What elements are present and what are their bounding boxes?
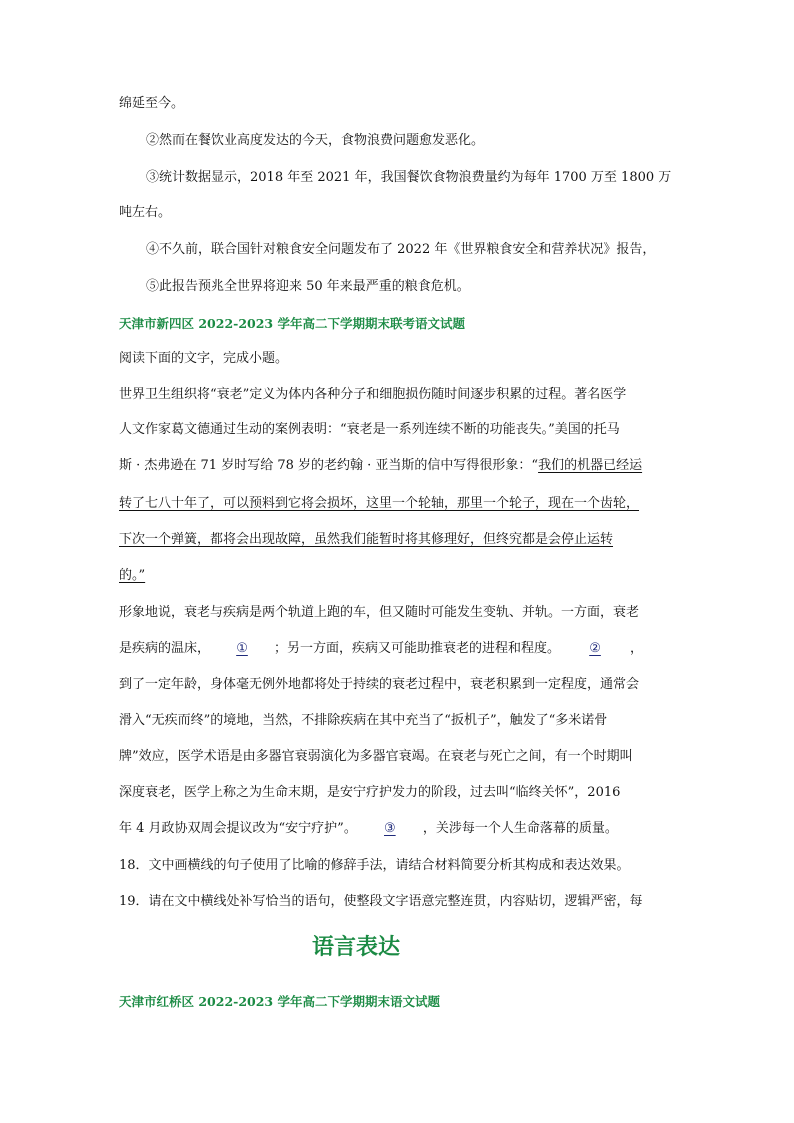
- passage-line-12: 深度衰老，医学上称之为生命末期，是安宁疗护发力的阶段，过去叫“临终关怀”，2016: [119, 785, 621, 800]
- underlined-sentence: 下次一个弹簧，都将会出现故障，虽然我们能暂时将其修理好，但终究都是会停止运转: [119, 532, 614, 547]
- blank-1: ①: [236, 641, 248, 656]
- sentence-3-cont: 吨左右。: [119, 205, 172, 220]
- passage-line-9: 到了一定年龄，身体毫无例外地都将处于持续的衰老过程中，衰老积累到一定程度，通常会: [119, 677, 640, 692]
- question-19: 19．请在文中横线处补写恰当的语句，使整段文字语意完整连贯，内容贴切，逻辑严密，每: [119, 894, 643, 909]
- passage-text: 是疾病的温床，: [119, 641, 211, 656]
- sentence-5: ⑤此报告预兆全世界将迎来 50 年来最严重的粮食危机。: [146, 279, 470, 294]
- passage-line-1: 世界卫生组织将“衰老”定义为体内各种分子和细胞损伤随时间逐步积累的过程。著名医学: [119, 387, 627, 402]
- passage-text: ，: [630, 641, 644, 656]
- section-title: 语言表达: [311, 934, 400, 960]
- passage-line-11: 牌”效应，医学术语是由多器官衰弱演化为多器官衰竭。在衰老与死亡之间，有一个时期叫: [119, 749, 633, 764]
- sentence-3: ③统计数据显示，2018 年至 2021 年，我国餐饮食物浪费量约为每年 1700 万至 1800 万: [146, 170, 672, 185]
- sentence-4: ④不久前，联合国针对粮食安全问题发布了 2022 年《世界粮食安全和营养状况》报告，: [146, 242, 656, 257]
- passage-text: ；另一方面，疾病又可能助推衰老的进程和程度。: [274, 641, 561, 656]
- text-line: 绵延至今。: [119, 96, 185, 111]
- passage-line-8: [119, 639, 643, 659]
- underlined-sentence: 转了七八十年了，可以预料到它将会损坏，这里一个轮轴，那里一个轮子，现在一个齿轮，: [119, 496, 640, 511]
- passage-line-2: 人文作家葛文德通过生动的案例表明：“衰老是一系列连续不断的功能丧失。”美国的托马: [119, 422, 620, 437]
- passage-line-3: [119, 456, 642, 476]
- underlined-sentence: 的。”: [119, 568, 146, 583]
- passage-line-7: 形象地说，衰老与疾病是两个轨道上跑的车，但又随时可能发生变轨、并轨。一方面，衰老: [119, 605, 640, 620]
- exam-source-1: 天津市新四区 2022-2023 学年高二下学期期末联考语文试题: [119, 316, 465, 331]
- blank-3: ③: [384, 821, 396, 836]
- passage-line-10: 滑入“无疾而终”的境地，当然，不排除疾病在其中充当了“扳机子”，触发了“多米诺骨: [119, 713, 608, 728]
- passage-text: 斯 · 杰弗逊在 71 岁时写给 78 岁的老约翰 · 亚当斯的信中写得很形象：“: [119, 458, 539, 473]
- exam-source-2: 天津市红桥区 2022-2023 学年高二下学期期末语文试题: [119, 994, 440, 1009]
- passage-text: 年 4 月政协双周会提议改为“安宁疗护”。: [119, 821, 357, 836]
- passage-text: ，关涉每一个人生命落幕的质量。: [422, 821, 618, 836]
- blank-2: ②: [589, 641, 601, 656]
- underlined-sentence: 我们的机器已经运: [538, 458, 643, 473]
- passage-line-13: [119, 819, 618, 839]
- sentence-2: ②然而在餐饮业高度发达的今天，食物浪费问题愈发恶化。: [146, 133, 485, 148]
- instruction: 阅读下面的文字，完成小题。: [119, 351, 289, 366]
- question-18: 18．文中画横线的句子使用了比喻的修辞手法，请结合材料简要分析其构成和表达效果。: [119, 858, 630, 873]
